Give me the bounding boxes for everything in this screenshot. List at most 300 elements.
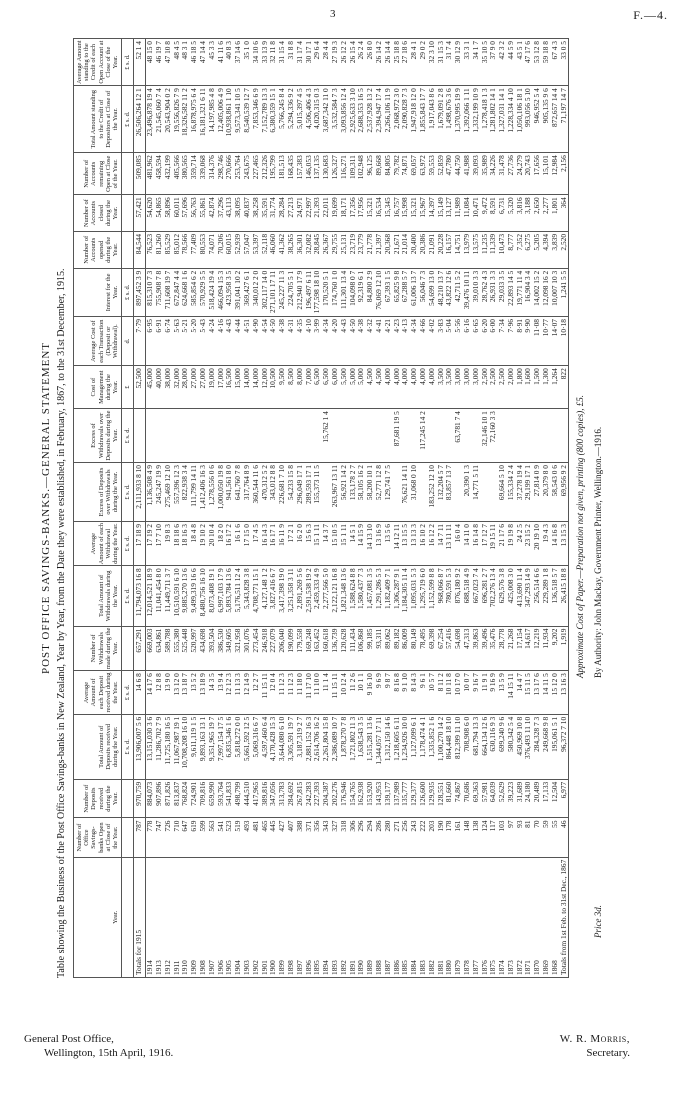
table-cell-avg-cost: 11·08 [533, 317, 542, 366]
table-cell-excess-dep [481, 463, 490, 522]
table-cell-offices: 103 [498, 818, 507, 857]
table-cell-deposits: 57,981 [481, 779, 490, 818]
table-cell-cost: 52,500 [134, 366, 146, 409]
table-cell-avg-credit: 41 11 6 [217, 39, 226, 86]
table-cell-avg-cost: 3·99 [313, 317, 322, 366]
table-row [349, 39, 358, 978]
table-cell-avg-withdrawal: 16 12 2 [428, 522, 437, 566]
table-cell-credit: 5,766,245 8 4 [278, 86, 287, 153]
table-cell-cost: 12,000 [261, 366, 270, 409]
table-cell-withdrawals-amount: 1,291,286 5 3 [375, 566, 384, 626]
table-cell-excess-wd [516, 409, 525, 463]
table-cell-open-close: 314,376 [208, 153, 217, 195]
table-cell-avg-withdrawal: 14 12 11 [393, 522, 402, 566]
table-cell-withdrawals-amount: 5,176,511 12 4 [234, 566, 243, 626]
table-cell-year: 1875 [489, 857, 498, 977]
table-cell-credit: 1,278,418 1 3 [481, 86, 490, 153]
table-cell-closed: 42,874 [208, 195, 217, 232]
table-cell-opened: 81,260 [155, 231, 164, 268]
table-cell-deposits: 129,377 [410, 779, 419, 818]
table-cell-closed: 54,620 [146, 195, 155, 232]
table-cell-interest: 54,699 13 0 [428, 268, 437, 316]
page-number: 3 [330, 8, 336, 20]
ledger-units-row [122, 39, 134, 978]
table-cell-deposits: 24,180 [524, 779, 533, 818]
table-cell-closed: 43,113 [225, 195, 234, 232]
table-cell-opened: 11,235 [481, 231, 490, 268]
table-cell-year: 1913 [155, 857, 164, 977]
table-cell-interest: 302,117 14 0 [261, 268, 270, 316]
table-cell-avg-withdrawal: 15 6 3 [305, 522, 314, 566]
table-cell-year: 1889 [366, 857, 375, 977]
table-cell-withdrawals-amount: 413,690 11 4 [516, 566, 525, 626]
table-cell-year: 1892 [340, 857, 349, 977]
table-cell-avg-cost: 6·91 [155, 317, 164, 366]
table-cell-excess-dep: 226,681 7 10 [278, 463, 287, 522]
table-cell-deposits: 129,935 [428, 779, 437, 818]
table-cell-deposits: 813,837 [173, 779, 182, 818]
table-cell-deposits: 31,689 [516, 779, 525, 818]
table-cell-avg-deposit: 8 16 8 [393, 671, 402, 715]
table-cell-excess-dep: 27,814 0 9 [533, 463, 542, 522]
table-cell-excess-dep: 129,741 7 5 [384, 463, 393, 522]
table-cell-excess-wd [305, 409, 314, 463]
table-row [164, 39, 173, 978]
table-cell-interest: 245,227 11 3 [278, 268, 287, 316]
table-cell-cost: 4,000 [419, 366, 428, 409]
table-cell-year: 1887 [384, 857, 393, 977]
table-cell-avg-deposit: 13 18 7 [181, 671, 190, 715]
table-cell-closed: 16,757 [393, 195, 402, 232]
place-date: Wellington, 15th April, 1916. [44, 1047, 174, 1059]
table-cell-offices: 747 [155, 818, 164, 857]
table-cell-open-close: 74,871 [401, 153, 410, 195]
table-cell-interest: 76,069 12 10 [375, 268, 384, 316]
table-cell-deposits: 227,393 [313, 779, 322, 818]
table-cell-closed: 2,650 [533, 195, 542, 232]
table-cell-avg-withdrawal: 19 15 11 [489, 522, 498, 566]
table-cell-offices: 599 [199, 818, 208, 857]
table-cell-closed: 27,213 [287, 195, 296, 232]
table-cell-withdrawals: 273,454 [252, 626, 261, 671]
table-cell-cost: 2,500 [489, 366, 498, 409]
table-cell-interest: 43,822 12 6 [445, 268, 454, 316]
table-cell-excess-dep: 58,200 10 1 [366, 463, 375, 522]
table-cell-offices: 256 [401, 818, 410, 857]
table-cell-deposits-amount: 13,906,007 5 6 [134, 714, 146, 779]
table-cell-deposits-amount: 681,794 13 3 [472, 714, 481, 779]
table-cell-excess-dep: 29,199 17 1 [524, 463, 533, 522]
unit-label [122, 195, 134, 232]
table-cell-year: 1897 [296, 857, 305, 977]
table-cell-opened: 29,755 [331, 231, 340, 268]
table-cell-avg-deposit: 13 18 9 [199, 671, 208, 715]
table-cell-withdrawals: 39,863 [472, 626, 481, 671]
table-cell-avg-deposit: 10 0 7 [463, 671, 472, 715]
table-cell-offices: 371 [305, 818, 314, 857]
table-cell-excess-dep: 69,956 9 2 [560, 463, 569, 522]
table-cell-avg-deposit: 13 5 9 [498, 671, 507, 715]
table-cell-opened: 11,339 [489, 231, 498, 268]
table-cell-interest: 48,210 13 7 [437, 268, 446, 316]
table-cell-deposits-amount: 5,069,316 6 7 [252, 714, 261, 779]
table-cell-excess-dep: 360,544 11 6 [252, 463, 261, 522]
table-cell-opened: 84,544 [134, 231, 146, 268]
table-cell-opened: 52,118 [261, 231, 270, 268]
table-cell-deposits-amount: 1,878,270 7 8 [340, 714, 349, 779]
table-row [393, 39, 402, 978]
column-header: Year. [74, 857, 122, 977]
table-cell-avg-cost: 4·20 [331, 317, 340, 366]
table-cell-withdrawals-amount: 425,008 3 0 [507, 566, 516, 626]
table-row [243, 39, 252, 978]
table-cell-deposits-amount: 1,312,150 14 6 [384, 714, 393, 779]
table-cell-withdrawals-amount: 629,576 3 8 [498, 566, 507, 626]
table-cell-excess-wd [173, 409, 182, 463]
table-cell-open-close: 102,948 [357, 153, 366, 195]
table-cell-offices: 93 [516, 818, 525, 857]
unit-label [122, 626, 134, 671]
table-cell-avg-deposit: 11 2 6 [349, 671, 358, 715]
table-row [507, 39, 516, 978]
table-cell-opened: 41,362 [278, 231, 287, 268]
table-cell-deposits-amount: 450,969 10 8 [516, 714, 525, 779]
table-cell-excess-wd [498, 409, 507, 463]
table-cell-cost: 3,500 [445, 366, 454, 409]
table-cell-offices: 327 [331, 818, 340, 857]
table-cell-avg-withdrawal: 17 2 1 [287, 522, 296, 566]
table-cell-closed: 9,472 [481, 195, 490, 232]
table-cell-deposits: 12,504 [551, 779, 560, 818]
table-cell-opened: 6,275 [524, 231, 533, 268]
table-cell-cost: 2,000 [507, 366, 516, 409]
table-cell-excess-wd [401, 409, 410, 463]
table-cell-cost: 9,500 [278, 366, 287, 409]
table-cell-deposits-amount: 1,721,802 11 3 [349, 714, 358, 779]
table-cell-excess-wd: 15,762 1 4 [322, 409, 331, 463]
paper-cost-note: Approximate Cost of Paper.—Preparation not given, printing (800 copies), £5. [575, 394, 586, 678]
table-cell-avg-withdrawal: 17 12 7 [481, 522, 490, 566]
table-cell-avg-cost: 4·43 [340, 317, 349, 366]
table-cell-open-close: 168,435 [287, 153, 296, 195]
table-cell-avg-deposit: 12 14 9 [243, 671, 252, 715]
table-cell-avg-withdrawal: 14 3 7 [322, 522, 331, 566]
table-cell-avg-deposit: 10 5 7 [428, 671, 437, 715]
table-cell-excess-wd [261, 409, 270, 463]
table-cell-avg-credit: 26 14 4 [384, 39, 393, 86]
table-cell-offices: 222 [419, 818, 428, 857]
table-cell-excess-dep: 2,111,933 8 10 [134, 463, 146, 522]
table-cell-cost: 6,500 [322, 366, 331, 409]
table-cell-avg-deposit: 9 16 10 [366, 671, 375, 715]
table-cell-deposits-amount: 2,614,706 16 2 [313, 714, 322, 779]
table-cell-open-close: 212,326 [261, 153, 270, 195]
table-cell-cost: 3,000 [463, 366, 472, 409]
table-cell-interest: 39,476 10 11 [463, 268, 472, 316]
table-cell-credit: 1,228,334 4 10 [507, 86, 516, 153]
table-cell-deposits: 724,901 [190, 779, 199, 818]
table-cell-interest: 56,046 7 3 [419, 268, 428, 316]
table-cell-withdrawals: 47,313 [463, 626, 472, 671]
table-cell-withdrawals-amount: 667,023 7 4 [472, 566, 481, 626]
table-cell-offices: 70 [533, 818, 542, 857]
table-cell-avg-cost: 4·13 [401, 317, 410, 366]
table-cell-withdrawals: 21,268 [507, 626, 516, 671]
table-cell-withdrawals-amount: 136,518 5 7 [551, 566, 560, 626]
table-cell-credit: 2,688,353 16 5 [357, 86, 366, 153]
table-cell-year: 1899 [278, 857, 287, 977]
signatory-title: Secretary. [586, 1047, 630, 1059]
unit-label: £ s. d. [122, 268, 134, 316]
table-cell-avg-deposit: 10 1 1 [357, 671, 366, 715]
table-cell-avg-deposit: 8 14 3 [410, 671, 419, 715]
table-cell-withdrawals: 28,778 [498, 626, 507, 671]
table-cell-excess-dep: 155,373 11 5 [313, 463, 322, 522]
table-cell-year: 1902 [252, 857, 261, 977]
table-cell-closed: 364 [560, 195, 569, 232]
table-cell-deposits: 541,833 [225, 779, 234, 818]
table-cell-withdrawals: 669,003 [146, 626, 155, 671]
table-cell-avg-withdrawal: 19 10 2 [199, 522, 208, 566]
table-cell-opened: 46,060 [269, 231, 278, 268]
table-row [134, 39, 146, 978]
table-cell-open-close: 227,465 [252, 153, 261, 195]
table-cell-deposits-amount: 2,386,089 10 7 [331, 714, 340, 779]
ledger-header-row [74, 39, 122, 978]
table-cell-avg-withdrawal: 17 4 5 [252, 522, 261, 566]
table-cell-credit: 4,506,406 4 3 [305, 86, 314, 153]
table-cell-opened: 7,352 [516, 231, 525, 268]
table-cell-excess-dep: 289,593 17 1 [305, 463, 314, 522]
table-cell-withdrawals-amount: 1,821,348 13 6 [340, 566, 349, 626]
table-cell-cost: 15,000 [234, 366, 243, 409]
table-cell-avg-deposit: 12 8 8 [155, 671, 164, 715]
table-cell-closed: 18,171 [340, 195, 349, 232]
table-cell-opened: 16,157 [445, 231, 454, 268]
table-cell-avg-deposit: 11 10 0 [313, 671, 322, 715]
table-cell-cost: 1,500 [533, 366, 542, 409]
table-cell-excess-dep: 183,252 12 10 [428, 463, 437, 522]
table-cell-excess-wd [134, 409, 146, 463]
table-cell-open-close: 44,750 [454, 153, 463, 195]
table-cell-open-close: 339,068 [199, 153, 208, 195]
table-cell-withdrawals: 54,698 [454, 626, 463, 671]
table-cell-open-close: 84,805 [384, 153, 393, 195]
table-cell-year: 1871 [524, 857, 533, 977]
table-cell-deposits-amount: 1,234,926 10 0 [401, 714, 410, 779]
table-cell-avg-cost: 4·51 [243, 317, 252, 366]
table-cell-avg-deposit: 13 9 4 [217, 671, 226, 715]
table-cell-deposits: 417,965 [252, 779, 261, 818]
table-cell-excess-dep: 245,247 19 9 [155, 463, 164, 522]
table-cell-excess-wd [217, 409, 226, 463]
table-cell-avg-cost: 7·34 [498, 317, 507, 366]
table-cell-deposits-amount: 3,644,080 6 10 [278, 714, 287, 779]
table-cell-closed: 11,989 [454, 195, 463, 232]
table-cell-deposits: 70,686 [463, 779, 472, 818]
table-cell-withdrawals-amount: 968,066 8 7 [437, 566, 446, 626]
table-cell-open-close: 243,675 [243, 153, 252, 195]
table-cell-excess-wd: 63,781 7 4 [454, 409, 463, 463]
unit-label [122, 779, 134, 818]
table-cell-avg-deposit: 13 12 0 [173, 671, 182, 715]
table-cell-year: 1894 [322, 857, 331, 977]
table-cell-credit: 3,532,584 7 3 [331, 86, 340, 153]
column-header: Number of Accounts opened during the Year. [74, 231, 122, 268]
table-cell-avg-credit: 31 17 4 [296, 39, 305, 86]
table-cell-credit: 2,537,928 13 2 [366, 86, 375, 153]
table-row [217, 39, 226, 978]
table-cell-avg-cost: 5·43 [199, 317, 208, 366]
table-cell-deposits: 52,629 [498, 779, 507, 818]
table-cell-withdrawals-amount: 3,417,398 19 0 [278, 566, 287, 626]
table-cell-interest: 570,929 5 5 [199, 268, 208, 316]
table-cell-interest: 14,002 15 2 [533, 268, 542, 316]
table-cell-open-close: 359,714 [190, 153, 199, 195]
table-cell-withdrawals-amount: 12,014,521 18 9 [146, 566, 155, 626]
table-cell-deposits-amount: 5,661,592 12 5 [243, 714, 252, 779]
table-cell-interest: 1,241 5 5 [560, 268, 569, 316]
table-cell-offices: 710 [173, 818, 182, 857]
table-cell-open-close: 31,478 [498, 153, 507, 195]
table-cell-credit: 5,294,336 9 2 [287, 86, 296, 153]
table-cell-deposits-amount: 1,218,605 6 11 [393, 714, 402, 779]
table-cell-deposits-amount: 9,351,965 19 7 [208, 714, 217, 779]
table-cell-avg-cost: 4·10 [305, 317, 314, 366]
table-row [516, 39, 525, 978]
table-cell-closed: 40,837 [243, 195, 252, 232]
table-cell-avg-cost: 6·20 [481, 317, 490, 366]
table-cell-year: Totals from 1st Feb. to 31st Dec., 1867 [560, 857, 569, 977]
ledger-body [134, 39, 569, 978]
table-cell-excess-wd: 72,160 3 3 [489, 409, 498, 463]
table-cell-avg-deposit: 14 17 6 [146, 671, 155, 715]
table-cell-excess-dep: 20,379 8 0 [542, 463, 551, 522]
table-cell-opened: 25,131 [340, 231, 349, 268]
table-cell-avg-credit: 46 18 5 [190, 39, 199, 86]
table-row [524, 39, 533, 978]
table-cell-withdrawals-amount: 2,891,269 5 6 [296, 566, 305, 626]
table-cell-avg-credit: 48 3 1 [181, 39, 190, 86]
table-cell-excess-dep: 83,857 13 7 [445, 463, 454, 522]
table-cell-avg-deposit: 14 15 11 [507, 671, 516, 715]
table-cell-cost: 17,000 [217, 366, 226, 409]
table-cell-withdrawals: 99,185 [366, 626, 375, 671]
table-cell-deposits: 709,816 [199, 779, 208, 818]
table-cell-interest: 177,598 18 10 [313, 268, 322, 316]
table-cell-interest: 815,310 7 3 [146, 268, 155, 316]
table-cell-year: 1872 [516, 857, 525, 977]
unit-label: £ s. d. [122, 714, 134, 779]
table-cell-opened: 78,566 [181, 231, 190, 268]
table-cell-withdrawals: 163,452 [313, 626, 322, 671]
table-cell-credit: 946,952 5 4 [533, 86, 542, 153]
unit-label: £ s. d. [122, 671, 134, 715]
table-cell-withdrawals-amount: 876,180 9 2 [454, 566, 463, 626]
table-cell-interest: 22,893 14 5 [507, 268, 516, 316]
column-header: Number of Office Savings-banks Open at Close of the Year. [74, 818, 122, 857]
table-cell-avg-deposit: 14 4 7 [516, 671, 525, 715]
table-cell-credit: 2,925,633 3 10 [349, 86, 358, 153]
table-cell-year: 1874 [498, 857, 507, 977]
table-cell-cost: 4,000 [410, 366, 419, 409]
table-cell-excess-wd [190, 409, 199, 463]
table-cell-interest: 672,847 4 4 [173, 268, 182, 316]
table-cell-offices: 190 [437, 818, 446, 857]
table-cell-avg-deposit: 11 13 3 [234, 671, 243, 715]
table-cell-offices: 726 [164, 818, 173, 857]
table-cell-avg-withdrawal: 17 7 10 [155, 522, 164, 566]
table-cell-avg-cost: 5·63 [173, 317, 182, 366]
table-cell-offices: 427 [278, 818, 287, 857]
table-cell-offices: 243 [410, 818, 419, 857]
table-cell-offices: 388 [296, 818, 305, 857]
table-row [287, 39, 296, 978]
table-row [375, 39, 384, 978]
table-cell-interest: 585,854 6 2 [190, 268, 199, 316]
table-row [225, 39, 234, 978]
table-cell-open-close: 270,666 [225, 153, 234, 195]
table-cell-avg-cost: 5·04 [445, 317, 454, 366]
table-cell-deposits: 64,039 [489, 779, 498, 818]
table-cell-year: 1907 [208, 857, 217, 977]
table-cell-excess-dep: 69,664 5 10 [498, 463, 507, 522]
table-cell-cost: 4,000 [428, 366, 437, 409]
table-cell-avg-credit: 59 18 8 [542, 39, 551, 86]
table-cell-avg-deposit: 10 17 0 [454, 671, 463, 715]
table-cell-deposits: 17,133 [542, 779, 551, 818]
table-cell-avg-cost: 6·74 [164, 317, 173, 366]
table-cell-interest: 369,427 6 1 [243, 268, 252, 316]
table-cell-withdrawals: 179,558 [296, 626, 305, 671]
table-cell-avg-withdrawal: 18 4 8 [190, 522, 199, 566]
table-cell-open-close: 195,799 [269, 153, 278, 195]
table-cell-avg-cost: 4·38 [278, 317, 287, 366]
column-header: Number of Accounts remaining Open at Close of the Year. [74, 153, 122, 195]
table-cell-deposits: 884,073 [146, 779, 155, 818]
table-cell-avg-withdrawal: 14 11 0 [463, 522, 472, 566]
table-cell-credit: 26,506,264 12 1 [134, 86, 146, 153]
table-cell-excess-dep: 52,771 12 8 [375, 463, 384, 522]
table-cell-cost: 6,500 [313, 366, 322, 409]
table-cell-year: 1896 [305, 857, 314, 977]
table-cell-withdrawals-amount: 1,182,409 7 1 [384, 566, 393, 626]
table-cell-credit: 20,543,904 0 2 [164, 86, 173, 153]
table-cell-closed: 55,861 [199, 195, 208, 232]
table-cell-opened: 53,397 [252, 231, 261, 268]
table-cell-open-close: 509,085 [134, 153, 146, 195]
document-code: F.—4. [633, 8, 668, 22]
table-cell-excess-wd [287, 409, 296, 463]
table-cell-credit: 2,266,106 11 9 [384, 86, 393, 153]
table-cell-deposits: 126,600 [419, 779, 428, 818]
table-cell-credit: 1,855,843 17 7 [419, 86, 428, 153]
table-cell-withdrawals: 206,040 [278, 626, 287, 671]
table-row [261, 39, 270, 978]
table-cell-cost: 3,000 [472, 366, 481, 409]
unit-label: £ s. d. [122, 522, 134, 566]
table-cell-avg-deposit: 11 15 11 [261, 671, 270, 715]
table-cell-closed: 37,296 [217, 195, 226, 232]
table-cell-deposits-amount: 1,335,852 1 6 [428, 714, 437, 779]
table-cell-cost: 38,000 [164, 366, 173, 409]
table-cell-deposits: 970,759 [134, 779, 146, 818]
table-cell-excess-wd [199, 409, 208, 463]
table-cell-year: 1888 [375, 857, 384, 977]
table-cell-avg-cost: 4·35 [296, 317, 305, 366]
table-cell-offices: 138 [472, 818, 481, 857]
table-cell-open-close: 27,736 [507, 153, 516, 195]
